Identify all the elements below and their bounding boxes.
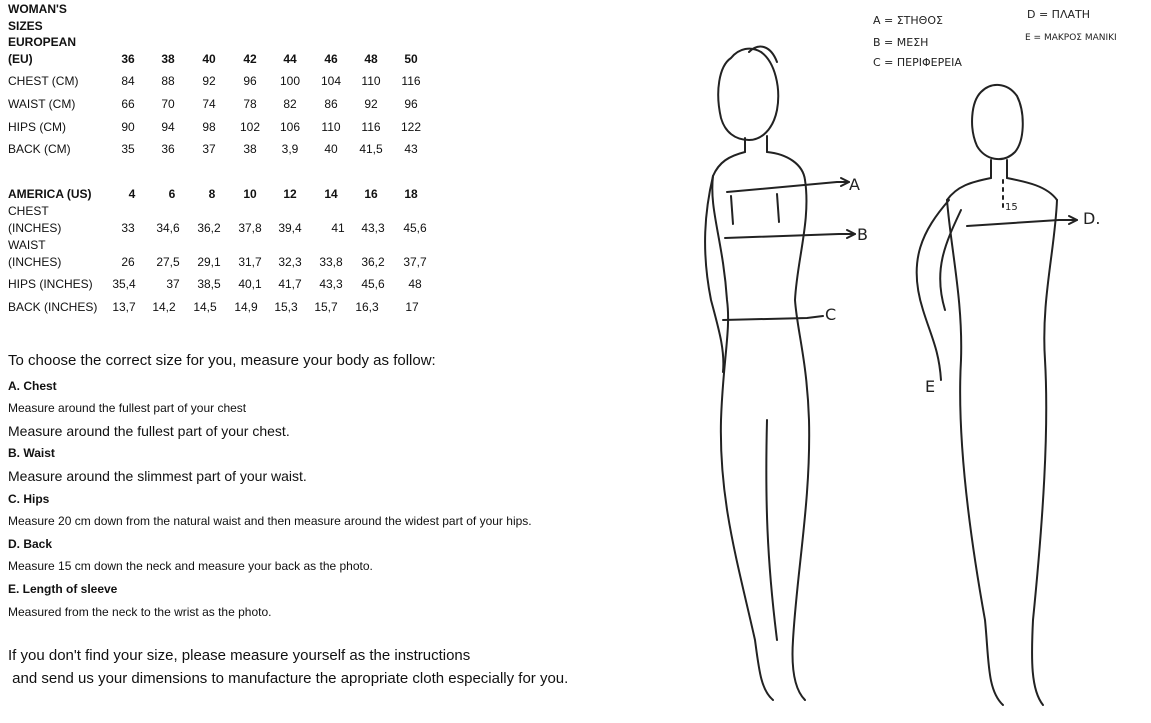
line-c — [723, 316, 823, 320]
table-cell: 35,4 — [112, 277, 136, 291]
legend-c: C = ΠΕΡΙΦΕΡΕΙΑ — [873, 56, 962, 69]
table-cell: 41 — [331, 221, 345, 235]
table-cell: 82 — [283, 97, 297, 111]
intro-text: To choose the correct size for you, measure your body as follow: — [8, 352, 436, 369]
table-cell: 37,7 — [403, 255, 427, 269]
table-cell: 26 — [121, 255, 135, 269]
table-cell: 45,6 — [403, 221, 427, 235]
us-size: 16 — [364, 187, 378, 201]
row-label: HIPS (INCHES) — [8, 277, 93, 291]
mark-b: B — [857, 225, 868, 244]
right-figure-arm — [917, 200, 949, 380]
table-cell: 36 — [161, 142, 175, 156]
mark-15: 15 — [1005, 202, 1018, 213]
table-cell: 116 — [401, 74, 421, 88]
hips-text: Measure 20 cm down from the natural waist and then measure around the widest part of your hips. — [8, 514, 532, 528]
table-cell: 37 — [166, 277, 180, 291]
table-cell: 43,3 — [361, 221, 385, 235]
table-cell: 13,7 — [112, 300, 136, 314]
table-cell: 35 — [121, 142, 135, 156]
table-cell: 92 — [364, 97, 378, 111]
table-cell: 37,8 — [238, 221, 262, 235]
row-label: HIPS (CM) — [8, 120, 66, 134]
table-cell: 66 — [121, 97, 135, 111]
chest-heading: A. Chest — [8, 379, 57, 393]
left-figure-torso-left — [712, 176, 773, 700]
eu-size: 36 — [121, 52, 135, 66]
us-size: 6 — [168, 187, 176, 201]
right-figure-neck — [991, 160, 1007, 178]
legend-a: A = ΣΤΗΘΟΣ — [873, 14, 943, 27]
left-figure-hair — [718, 49, 778, 140]
table-cell: 94 — [161, 120, 175, 134]
table-cell: 3,9 — [281, 142, 299, 156]
right-figure-hair — [972, 85, 1023, 159]
table-cell: 17 — [405, 300, 419, 314]
legend-d: D = ΠΛΑΤΗ — [1027, 8, 1090, 21]
table-cell: 104 — [320, 74, 342, 88]
table-cell: 78 — [243, 97, 257, 111]
mark-a: A — [849, 175, 860, 194]
right-figure-torso-right — [1032, 200, 1057, 705]
table-cell: 116 — [361, 120, 381, 134]
line-a — [727, 182, 849, 192]
left-figure-torso-right — [793, 180, 810, 700]
table-cell: 106 — [279, 120, 301, 134]
table-cell: 15,3 — [274, 300, 298, 314]
eu-size: 48 — [364, 52, 378, 66]
table-cell: 92 — [202, 74, 216, 88]
us-label: AMERICA (US) — [8, 187, 92, 201]
row-label: BACK (INCHES) — [8, 300, 98, 314]
line-b — [725, 234, 855, 238]
eu-size: 46 — [324, 52, 338, 66]
table-cell: 36,2 — [197, 221, 221, 235]
table-cell: 36,2 — [361, 255, 385, 269]
us-size: 4 — [128, 187, 136, 201]
table-cell: 88 — [161, 74, 175, 88]
table-cell: 33,8 — [319, 255, 343, 269]
table-cell: 40 — [324, 142, 338, 156]
table-cell: 45,6 — [361, 277, 385, 291]
table-cell: 110 — [361, 74, 381, 88]
sleeve-heading: E. Length of sleeve — [8, 582, 118, 596]
hips-heading: C. Hips — [8, 492, 50, 506]
row-label: WAIST (CM) — [8, 97, 76, 111]
eu-size: 44 — [283, 52, 297, 66]
header-line: (EU) — [8, 51, 33, 66]
table-cell: 39,4 — [278, 221, 302, 235]
sleeve-text: Measured from the neck to the wrist as the photo. — [8, 605, 272, 619]
us-size: 12 — [283, 187, 297, 201]
table-cell: 38,5 — [197, 277, 221, 291]
table-cell: 14,2 — [152, 300, 176, 314]
table-cell: 14,9 — [234, 300, 258, 314]
back-text: Measure 15 cm down the neck and measure your back as the photo. — [8, 559, 373, 573]
table-cell: 90 — [121, 120, 135, 134]
table-cell: 43,3 — [319, 277, 343, 291]
table-cell: 37 — [202, 142, 216, 156]
mark-c: C — [825, 305, 837, 324]
back-heading: D. Back — [8, 537, 53, 551]
table-cell: 16,3 — [355, 300, 379, 314]
table-cell: 32,3 — [278, 255, 302, 269]
table-cell: 96 — [243, 74, 257, 88]
us-size: 14 — [324, 187, 338, 201]
table-cell: 110 — [321, 120, 341, 134]
table-cell: 29,1 — [197, 255, 221, 269]
table-cell: 98 — [202, 120, 216, 134]
right-figure-back-line — [967, 220, 1077, 226]
waist-text: Measure around the slimmest part of your waist. — [8, 468, 307, 484]
table-cell: 100 — [279, 74, 301, 88]
table-cell: 70 — [161, 97, 175, 111]
row-label-top: CHEST — [8, 204, 49, 218]
table-cell: 34,6 — [156, 221, 180, 235]
table-cell: 48 — [408, 277, 422, 291]
chest-text: Measure around the fullest part of your chest — [8, 401, 247, 415]
eu-size: 50 — [404, 52, 418, 66]
chest-text-2: Measure around the fullest part of your chest. — [8, 423, 290, 439]
row-label: BACK (CM) — [8, 142, 71, 156]
table-cell: 40,1 — [238, 277, 262, 291]
footer-text-1: If you don't find your size, please measure yourself as the instructions — [8, 647, 471, 664]
eu-size: 42 — [243, 52, 257, 66]
table-cell: 31,7 — [238, 255, 262, 269]
eu-size: 38 — [161, 52, 175, 66]
table-cell: 43 — [404, 142, 418, 156]
table-cell: 33 — [121, 221, 135, 235]
table-cell: 84 — [121, 74, 135, 88]
mark-e: E — [925, 377, 936, 396]
table-cell: 41,7 — [278, 277, 302, 291]
us-size: 10 — [243, 187, 257, 201]
left-figure-shoulders — [713, 152, 805, 180]
eu-size: 40 — [202, 52, 216, 66]
table-cell: 74 — [202, 97, 216, 111]
mark-d: D. — [1083, 209, 1101, 228]
table-cell: 15,7 — [314, 300, 338, 314]
header-line: SIZES — [8, 18, 43, 33]
table-cell: 41,5 — [359, 142, 383, 156]
table-cell: 102 — [239, 120, 261, 134]
us-size: 8 — [208, 187, 216, 201]
strap — [731, 194, 779, 224]
table-cell: 96 — [404, 97, 418, 111]
legend-b: B = ΜΕΣΗ — [873, 36, 929, 49]
waist-heading: B. Waist — [8, 446, 55, 460]
header-line: WOMAN'S — [8, 2, 67, 16]
table-cell: 27,5 — [156, 255, 180, 269]
table-cell: 38 — [243, 142, 257, 156]
row-label-top: WAIST — [8, 238, 46, 252]
table-cell: 122 — [400, 120, 422, 134]
legend-e: E = ΜΑΚΡΟΣ ΜΑΝΙΚΙ — [1025, 33, 1117, 43]
row-label: (INCHES) — [8, 221, 62, 235]
table-cell: 14,5 — [193, 300, 217, 314]
row-label: CHEST (CM) — [8, 74, 79, 88]
footer-text-2: and send us your dimensions to manufacture the apropriate cloth especially for you. — [8, 670, 569, 687]
table-cell: 86 — [324, 97, 338, 111]
header-line: EUROPEAN — [8, 35, 77, 49]
row-label: (INCHES) — [8, 255, 62, 269]
fashion-sketch — [627, 0, 1151, 723]
right-figure-torso-left — [947, 200, 1003, 705]
left-figure-inner-leg — [766, 420, 777, 640]
us-size: 18 — [404, 187, 418, 201]
